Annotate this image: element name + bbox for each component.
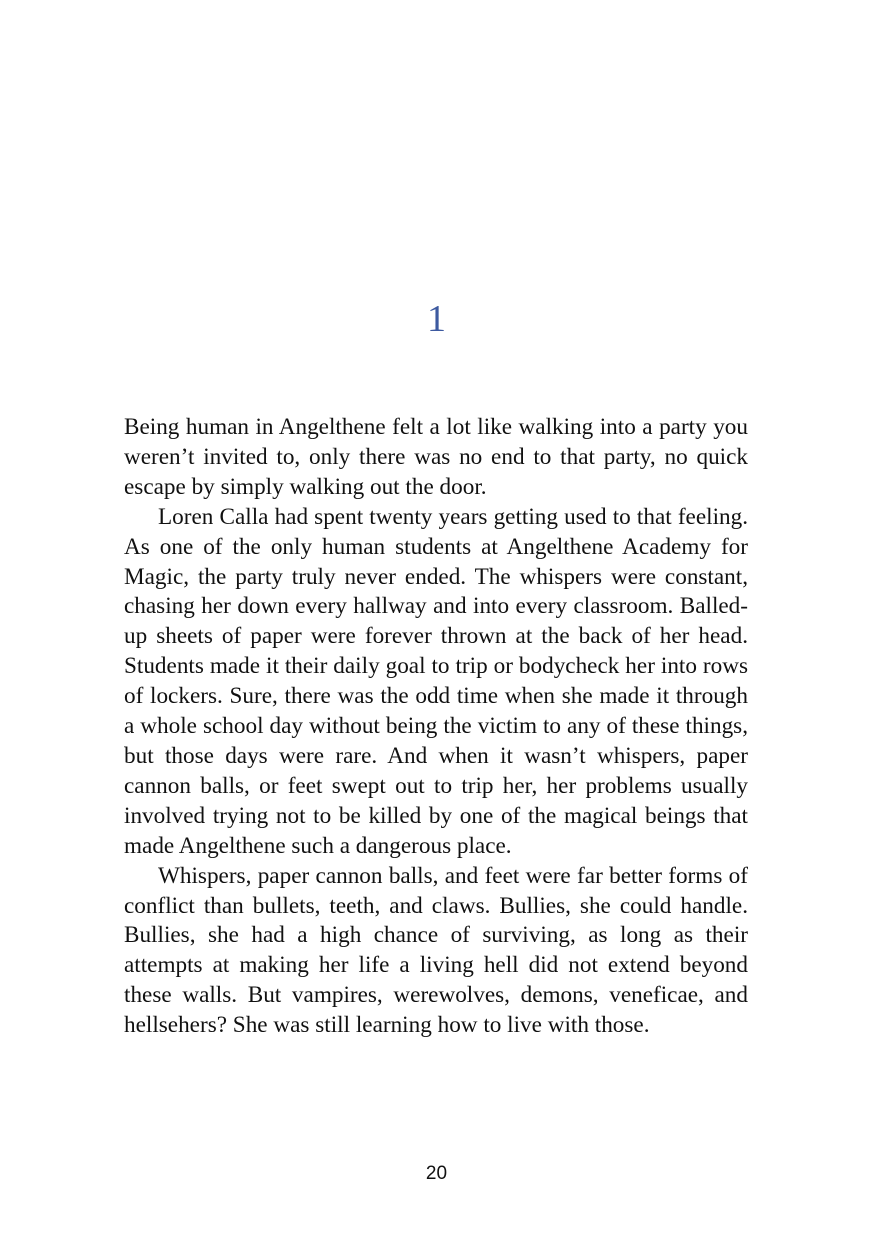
chapter-number: 1: [427, 298, 446, 340]
paragraph-1: Being human in Angelthene felt a lot like walking into a party you weren’t invited to, only there was no end to that party, no quick escape by simply walking out the door.: [124, 414, 748, 500]
paragraph-2: Loren Calla had spent twenty years getting used to that feeling. As one of the only human students at Angelthene Academy for Magic, the party truly never ended. The whispers were constant, chasing her down every hallway and into every classroom. Balled-up sheets of paper were forever thrown at the back of her head. Students made it their daily goal to trip or bodycheck her into rows of lockers. Sure, there was the odd time when she made it through a whole school day without being the victim to any of these things, but those days were rare. And when it wasn’t whispers, paper cannon balls, or feet swept out to trip her, her problems usually involved trying not to be killed by one of the magical beings that made Angelthene such a dangerous place.: [124, 503, 748, 859]
page-number: 20: [425, 1163, 448, 1184]
paragraph-3: Whispers, paper cannon balls, and feet were far better forms of conflict than bullets, teeth, and claws. Bullies, she could handle. Bullies, she had a high chance of surviving, as long as their attempts at making her life a living hell did not extend beyond these walls. But vampires, werewolves, demons, veneficae, and hellsehers? She was still learning how to live with those.: [124, 862, 748, 1039]
chapter-body: [124, 413, 748, 1041]
